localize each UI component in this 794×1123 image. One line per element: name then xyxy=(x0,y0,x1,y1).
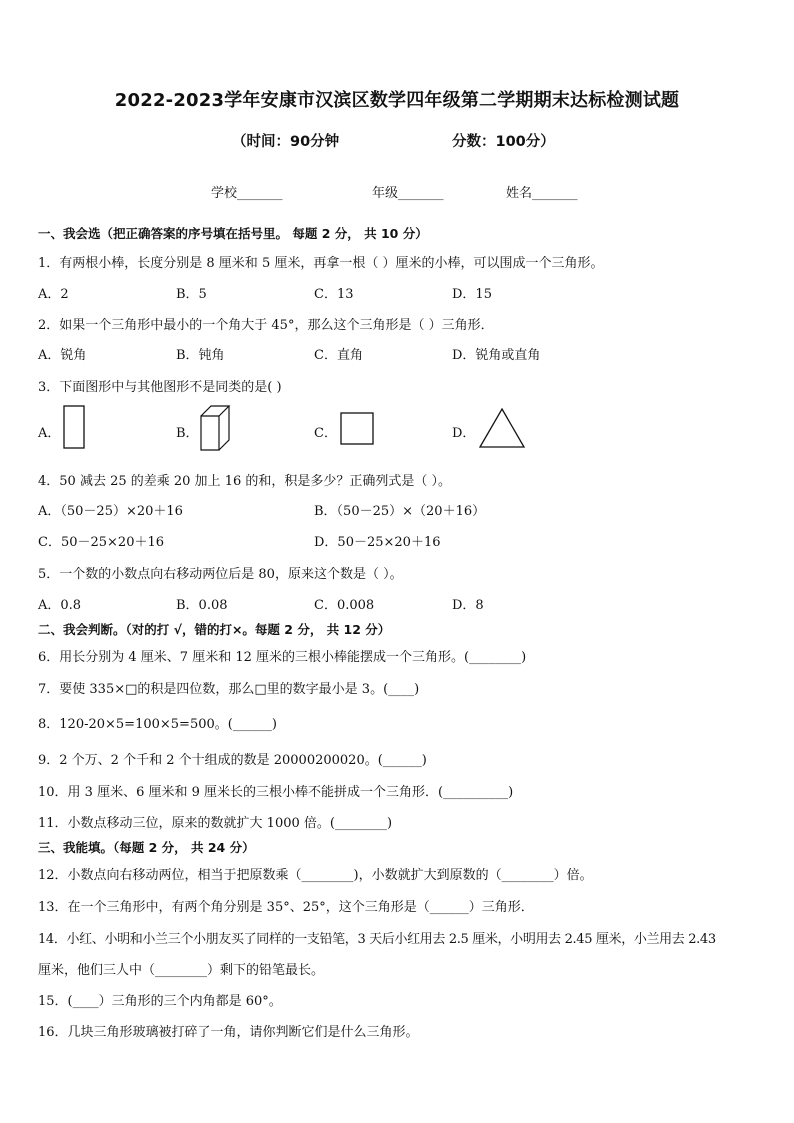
q2-option-c: C．直角 xyxy=(314,348,363,363)
q4-option-d: D．50－25×20＋16 xyxy=(314,535,441,550)
question-8: 8．120-20×5=100×5=500。(______) xyxy=(38,717,277,732)
q2-option-d: D．锐角或直角 xyxy=(452,348,541,363)
q2-option-b: B．钝角 xyxy=(176,348,225,363)
question-5: 5．一个数的小数点向右移动两位后是 80，原来这个数是（ ）。 xyxy=(38,567,403,582)
triangle-figure xyxy=(477,406,527,450)
exam-time: （时间：90分钟 xyxy=(232,134,340,150)
question-3: 3．下面图形中与其他图形不是同类的是( ) xyxy=(38,380,282,395)
page-title: 2022-2023学年安康市汉滨区数学四年级第二学期期末达标检测试题 xyxy=(114,90,680,111)
q3-option-d: D． xyxy=(452,426,476,441)
q3-option-c: C． xyxy=(314,426,337,441)
q1-option-b: B．5 xyxy=(176,287,207,302)
section-heading-fill: 三、我能填。（每题 2 分， 共 24 分） xyxy=(38,840,255,855)
question-1: 1．有两根小棒，长度分别是 8 厘米和 5 厘米，再拿一根（ ）厘米的小棒，可以围成一个三角形。 xyxy=(38,256,604,271)
exam-score: 分数：100分） xyxy=(452,134,555,150)
question-6: 6．用长分别为 4 厘米、7 厘米和 12 厘米的三根小棒能摆成一个三角形。(________) xyxy=(38,650,527,665)
question-4: 4．50 减去 25 的差乘 20 加上 16 的和，积是多少？正确列式是（ ）。 xyxy=(38,474,451,489)
grade-field: 年级_______ xyxy=(372,186,444,201)
q5-option-c: C．0.008 xyxy=(314,598,375,613)
question-14-cont: 厘米，他们三人中（________）剩下的铅笔最长。 xyxy=(38,963,325,978)
square-figure xyxy=(339,411,377,447)
q5-option-d: D．8 xyxy=(452,598,484,613)
q4-option-c: C．50－25×20＋16 xyxy=(38,535,165,550)
q1-option-c: C．13 xyxy=(314,287,354,302)
q5-option-b: B．0.08 xyxy=(176,598,228,613)
q3-option-b: B． xyxy=(176,426,199,441)
rectangle-figure xyxy=(62,404,88,452)
q3-option-a: A． xyxy=(38,426,61,441)
name-field: 姓名_______ xyxy=(506,186,578,201)
question-13: 13．在一个三角形中，有两个角分别是 35°、25°，这个三角形是（______）三角形． xyxy=(38,900,534,915)
question-14: 14．小红、小明和小兰三个小朋友买了同样的一支铅笔，3 天后小红用去 2.5 厘米，小明用去 2.45 厘米，小兰用去 2.43 xyxy=(38,932,716,947)
q1-option-d: D．15 xyxy=(452,287,492,302)
section-heading-choice: 一、我会选（把正确答案的序号填在括号里。 每题 2 分， 共 10 分） xyxy=(38,226,428,241)
question-12: 12．小数点向右移动两位，相当于把原数乘（________)，小数就扩大到原数的（________）倍。 xyxy=(38,868,593,883)
q4-option-b: B．（50－25）×（20＋16） xyxy=(314,504,486,519)
question-7: 7．要使 335×□的积是四位数，那么□里的数字最小是 3。(____) xyxy=(38,682,420,697)
school-field: 学校_______ xyxy=(211,186,283,201)
question-10: 10．用 3 厘米、6 厘米和 9 厘米长的三根小棒不能拼成一个三角形．(__________) xyxy=(38,785,514,800)
q2-option-a: A．锐角 xyxy=(38,348,87,363)
question-2: 2．如果一个三角形中最小的一个角大于 45°，那么这个三角形是（ ）三角形． xyxy=(38,318,494,333)
question-11: 11．小数点移动三位，原来的数就扩大 1000 倍。(________) xyxy=(38,816,393,831)
section-heading-judge: 二、我会判断。（对的打 √，错的打×。每题 2 分， 共 12 分） xyxy=(38,622,391,637)
question-15: 15．(____）三角形的三个内角都是 60°。 xyxy=(38,994,282,1009)
cuboid-figure xyxy=(198,402,234,454)
q1-option-a: A．2 xyxy=(38,287,69,302)
question-16: 16．几块三角形玻璃被打碎了一角，请你判断它们是什么三角形。 xyxy=(38,1025,419,1040)
question-9: 9．2 个万、2 个千和 2 个十组成的数是 20000200020。(______) xyxy=(38,753,427,768)
q4-option-a: A．（50－25）×20＋16 xyxy=(38,504,183,519)
q5-option-a: A．0.8 xyxy=(38,598,82,613)
